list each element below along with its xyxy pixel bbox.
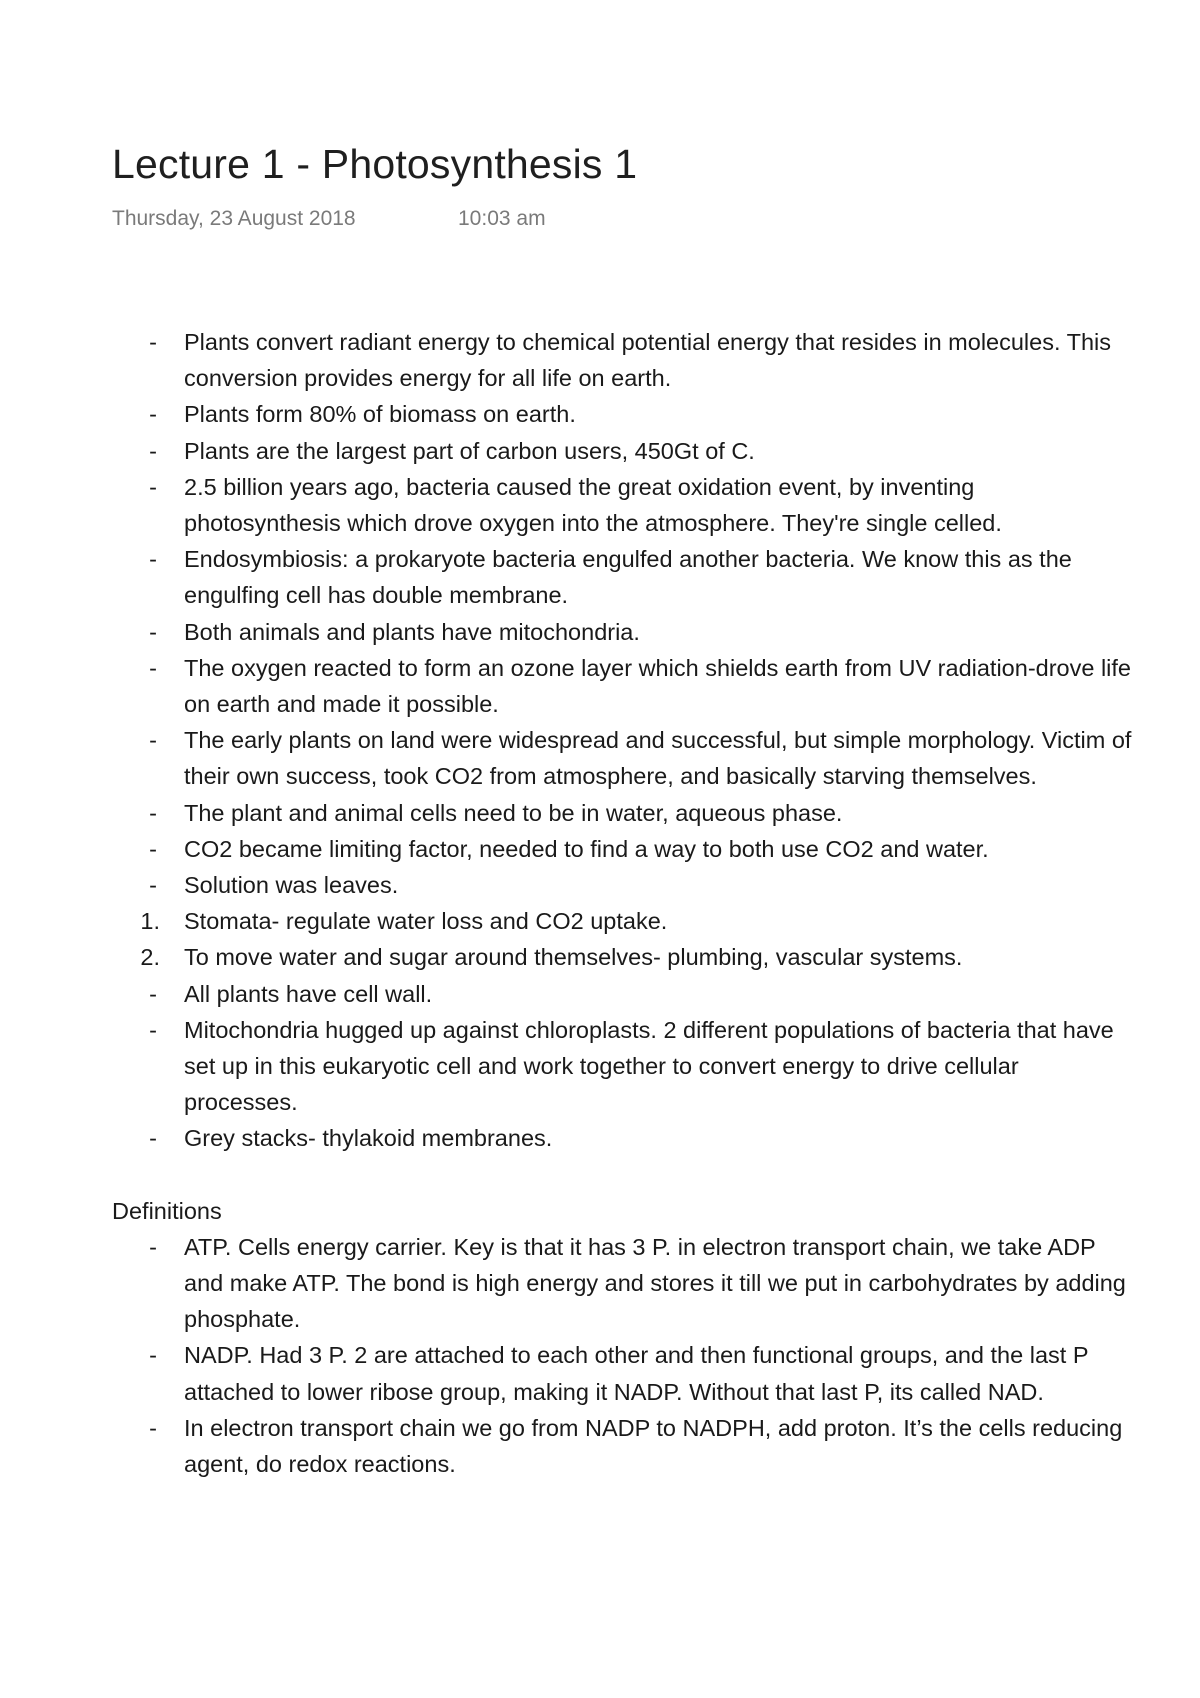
list-item-text: 2.5 billion years ago, bacteria caused the great oxidation event, by inventing photosynthesis which drove oxygen into the atmosphere. They're single celled.: [184, 473, 1002, 537]
numbered-item: [112, 903, 1132, 939]
list-item-text: Stomata- regulate water loss and CO2 uptake.: [184, 908, 668, 935]
list-item-text: The oxygen reacted to form an ozone layer which shields earth from UV radiation-drove life on earth and made it possible.: [184, 654, 1131, 718]
list-item: [112, 396, 1132, 432]
notes-list: [112, 324, 1132, 903]
bullet-marker: -: [149, 1414, 157, 1441]
page-title: Lecture 1 - Photosynthesis 1: [112, 141, 638, 187]
list-item: [112, 976, 1132, 1012]
list-item: [112, 469, 1132, 541]
bullet-marker: -: [149, 835, 157, 862]
page-date: Thursday, 23 August 2018: [112, 207, 356, 230]
list-item: [112, 324, 1132, 396]
number-marker: 2.: [140, 944, 160, 971]
bullet-marker: -: [149, 1342, 157, 1369]
list-item: [112, 1120, 1132, 1156]
list-item: [112, 1229, 1132, 1338]
list-item-text: All plants have cell wall.: [184, 980, 433, 1007]
list-item-text: The plant and animal cells need to be in water, aqueous phase.: [184, 799, 843, 826]
list-item: [112, 1337, 1132, 1409]
bullet-marker: -: [149, 727, 157, 754]
list-item: [112, 541, 1132, 613]
list-item: [112, 433, 1132, 469]
list-item-text: Grey stacks- thylakoid membranes.: [184, 1125, 553, 1152]
bullet-marker: -: [149, 1233, 157, 1260]
list-item-text: Plants convert radiant energy to chemical potential energy that resides in molecules. This conversion provides energy for all life on earth.: [184, 329, 1111, 392]
list-item: [112, 722, 1132, 794]
bullet-marker: -: [149, 401, 157, 428]
list-item-text: CO2 became limiting factor, needed to find a way to both use CO2 and water.: [184, 835, 989, 862]
bullet-marker: -: [149, 980, 157, 1007]
bullet-marker: -: [149, 473, 157, 500]
list-item-text: To move water and sugar around themselves- plumbing, vascular systems.: [184, 944, 963, 971]
bullet-marker: -: [149, 329, 157, 355]
bullet-marker: -: [149, 799, 157, 826]
list-item-text: In electron transport chain we go from NADP to NADPH, add proton. It’s the cells reducing agent, do redox reactions.: [184, 1414, 1123, 1478]
list-item: [112, 1012, 1132, 1121]
list-item-text: Endosymbiosis: a prokaryote bacteria engulfed another bacteria. We know this as the engulfing cell has double membrane.: [184, 546, 1072, 609]
list-item-text: Plants are the largest part of carbon users, 450Gt of C.: [184, 437, 755, 464]
list-item-text: Both animals and plants have mitochondria.: [184, 618, 640, 645]
bullet-marker: -: [149, 872, 157, 899]
bullet-marker: -: [149, 1016, 157, 1043]
notes-list-continued: [112, 976, 1132, 1157]
numbered-list: [112, 903, 1132, 975]
list-item-text: The early plants on land were widespread and successful, but simple morphology. Victim of their own success, took CO2 from atmosphere, and basically starving themselves.: [184, 727, 1132, 790]
list-item: [112, 795, 1132, 831]
definitions-heading: Definitions: [112, 1197, 222, 1224]
bullet-marker: -: [149, 1125, 157, 1152]
list-item: [112, 867, 1132, 903]
list-item: [112, 614, 1132, 650]
note-body: [112, 324, 1132, 1482]
list-item-text: ATP. Cells energy carrier. Key is that it has 3 P. in electron transport chain, we take ADP and make ATP. The bond is high energy and stores it till we put in carbohydrates by adding phosphate.: [184, 1233, 1126, 1333]
list-item-text: NADP. Had 3 P. 2 are attached to each other and then functional groups, and the last P attached to lower ribose group, making it NADP. Without that last P, its called NAD.: [184, 1342, 1089, 1405]
page-time: 10:03 am: [458, 207, 546, 230]
list-item: [112, 831, 1132, 867]
bullet-marker: -: [149, 654, 157, 681]
list-item-text: Solution was leaves.: [184, 872, 399, 899]
bullet-marker: -: [149, 437, 157, 464]
list-item: [112, 650, 1132, 722]
list-item: [112, 1410, 1132, 1482]
definitions-list: [112, 1229, 1132, 1482]
number-marker: 1.: [140, 908, 160, 935]
bullet-marker: -: [149, 546, 157, 573]
list-item-text: Plants form 80% of biomass on earth.: [184, 401, 576, 428]
list-item-text: Mitochondria hugged up against chloroplasts. 2 different populations of bacteria that have set up in this eukaryotic cell and work together to convert energy to drive cellular processes.: [184, 1016, 1114, 1116]
numbered-item: [112, 939, 1132, 975]
bullet-marker: -: [149, 618, 157, 645]
page-meta: [112, 205, 546, 233]
